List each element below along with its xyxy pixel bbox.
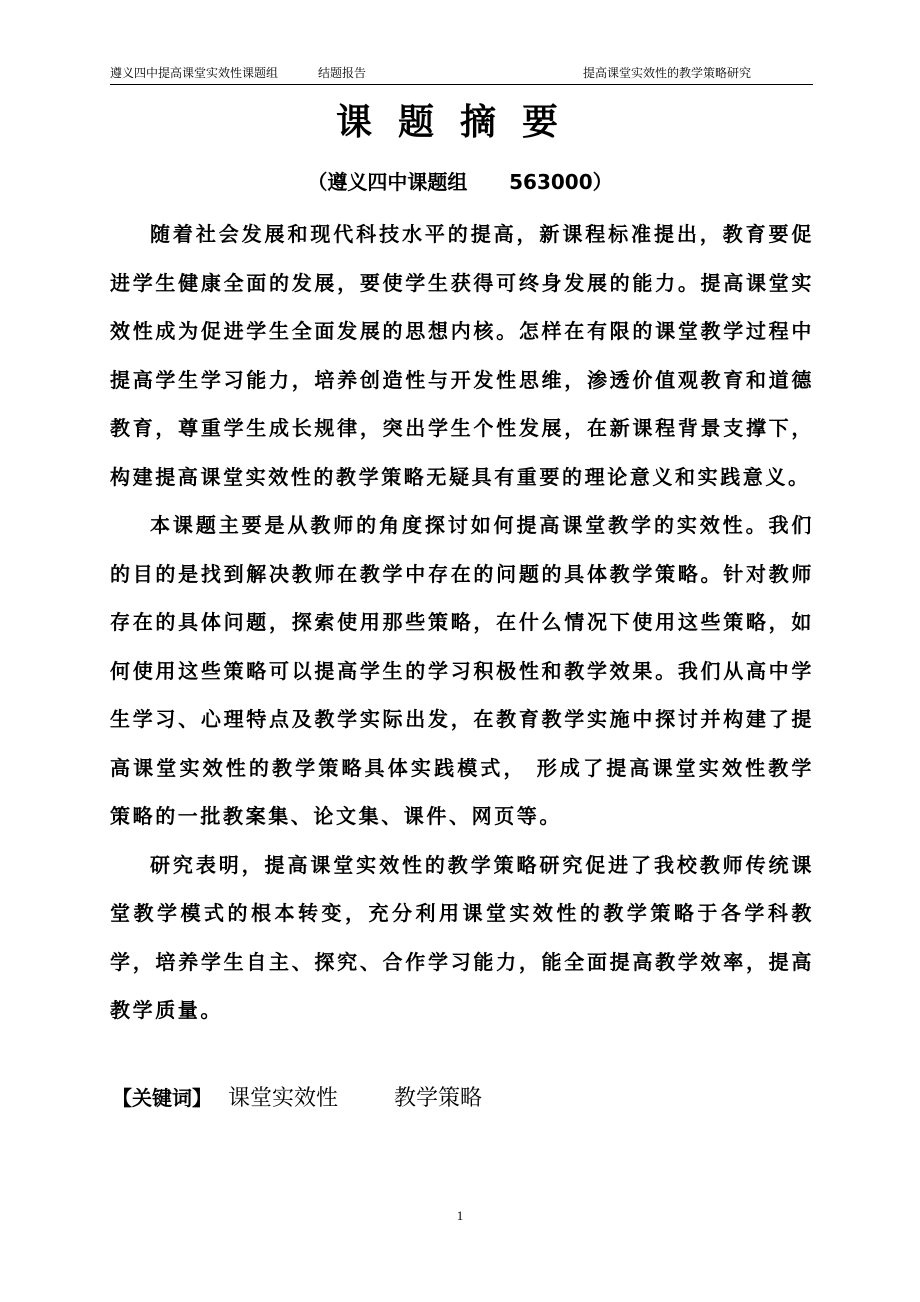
document-title: 课题摘要 bbox=[335, 101, 584, 143]
header-left-text: 遵义四中提高课堂实效性课题组 bbox=[110, 66, 279, 80]
keyword-2: 教学策略 bbox=[394, 1086, 483, 1111]
page-number: 1 bbox=[456, 1208, 464, 1223]
page-header bbox=[110, 64, 813, 85]
keywords-line bbox=[112, 1082, 482, 1115]
keywords-label: 【关键词】 bbox=[112, 1086, 212, 1110]
abstract-body bbox=[110, 210, 814, 1035]
abstract-paragraph-3: 研究表明，提高课堂实效性的教学策略研究促进了我校教师传统课堂教学模式的根本转变，充分利用课堂实效性的教学策略于各学科教学，培养学生自主、探究、合作学习能力，能全面提高教学效率，提高教学质量。 bbox=[110, 852, 814, 1022]
document-subtitle: （遵义四中课题组 563000） bbox=[307, 170, 613, 194]
abstract-paragraph-1: 随着社会发展和现代科技水平的提高，新课程标准提出，教育要促进学生健康全面的发展，要使学生获得可终身发展的能力。提高课堂实效性成为促进学生全面发展的思想内核。怎样在有限的课堂教学过程中提高学生学习能力，培养创造性与开发性思维，渗透价值观教育和道德教育，尊重学生成长规律，突出学生个性发展，在新课程背景支撑下，构建提高课堂实效性的教学策略无疑具有重要的理论意义和实践意义。 bbox=[110, 222, 814, 489]
header-right-text: 提高课堂实效性的教学策略研究 bbox=[582, 66, 751, 80]
abstract-paragraph-2: 本课题主要是从教师的角度探讨如何提高课堂教学的实效性。我们的目的是找到解决教师在教学中存在的问题的具体教学策略。针对教师存在的具体问题，探索使用那些策略，在什么情况下使用这些策略，如何使用这些策略可以提高学生的学习积极性和教学效果。我们从高中学生学习、心理特点及教学实际出发，在教育教学实施中探讨并构建了提高课堂实效性的教学策略具体实践模式， 形成了提高课堂实效性教学策略的一批教案集、论文集、课件、网页等。 bbox=[110, 513, 814, 828]
keyword-1: 课堂实效性 bbox=[228, 1086, 339, 1111]
header-middle-text: 结题报告 bbox=[318, 66, 367, 80]
